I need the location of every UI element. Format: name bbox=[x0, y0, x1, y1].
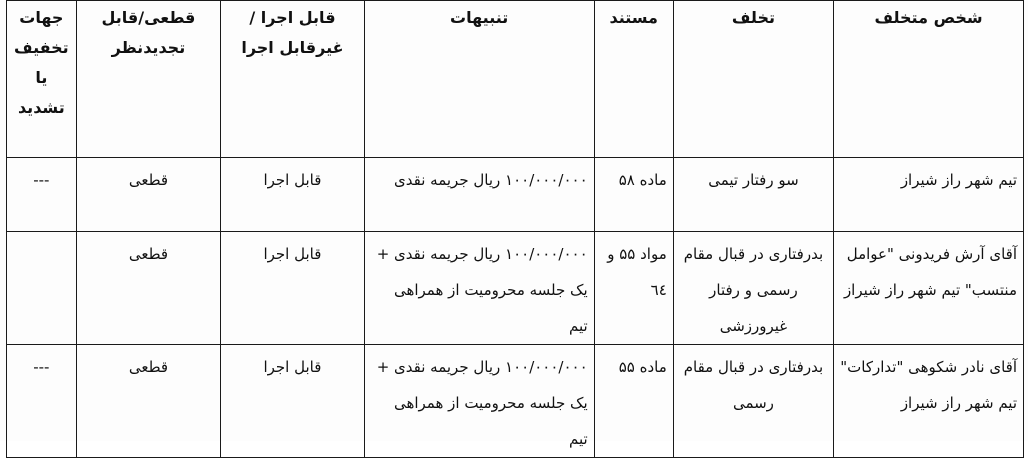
disciplinary-rulings-table bbox=[6, 0, 1024, 458]
header-basis: مستند bbox=[594, 1, 673, 158]
cell-basis: مواد ۵۵ و ٦٤ bbox=[594, 232, 673, 345]
cell-executable: قابل اجرا bbox=[221, 158, 364, 232]
table-header-row bbox=[7, 1, 1024, 158]
cell-offense: بدرفتاری در قبال مقام رسمی bbox=[673, 345, 833, 458]
cell-penalty: ۱۰۰/۰۰۰/۰۰۰ ریال جریمه نقدی + یک جلسه محرومیت از همراهی تیم bbox=[364, 232, 594, 345]
header-person: شخص متخلف bbox=[834, 1, 1024, 158]
cell-basis: ماده ۵۸ bbox=[594, 158, 673, 232]
table-row bbox=[7, 232, 1024, 345]
header-penalty: تنبیهات bbox=[364, 1, 594, 158]
cell-reduction: --- bbox=[7, 158, 77, 232]
header-executable: قابل اجرا /غیرقابل اجرا bbox=[221, 1, 364, 158]
cell-penalty: ۱۰۰/۰۰۰/۰۰۰ ریال جریمه نقدی + یک جلسه محرومیت از همراهی تیم bbox=[364, 345, 594, 458]
cell-person: آقای نادر شکوهی "تدارکات" تیم شهر راز شیراز bbox=[834, 345, 1024, 458]
cell-executable: قابل اجرا bbox=[221, 345, 364, 458]
cell-executable: قابل اجرا bbox=[221, 232, 364, 345]
header-reduction: جهات تخفیف یا تشدید bbox=[7, 1, 77, 158]
cell-reduction: --- bbox=[7, 345, 77, 458]
table-row bbox=[7, 158, 1024, 232]
cell-person: آقای آرش فریدونی "عوامل منتسب" تیم شهر راز شیراز bbox=[834, 232, 1024, 345]
cell-reduction bbox=[7, 232, 77, 345]
cell-offense: بدرفتاری در قبال مقام رسمی و رفتار غیرورزشی bbox=[673, 232, 833, 345]
cell-final: قطعی bbox=[76, 232, 221, 345]
cell-basis: ماده ۵۵ bbox=[594, 345, 673, 458]
cell-person: تیم شهر راز شیراز bbox=[834, 158, 1024, 232]
cell-final: قطعی bbox=[76, 158, 221, 232]
header-offense: تخلف bbox=[673, 1, 833, 158]
cell-offense: سو رفتار تیمی bbox=[673, 158, 833, 232]
cell-penalty: ۱۰۰/۰۰۰/۰۰۰ ریال جریمه نقدی bbox=[364, 158, 594, 232]
header-final: قطعی/قابل تجدیدنظر bbox=[76, 1, 221, 158]
cell-final: قطعی bbox=[76, 345, 221, 458]
